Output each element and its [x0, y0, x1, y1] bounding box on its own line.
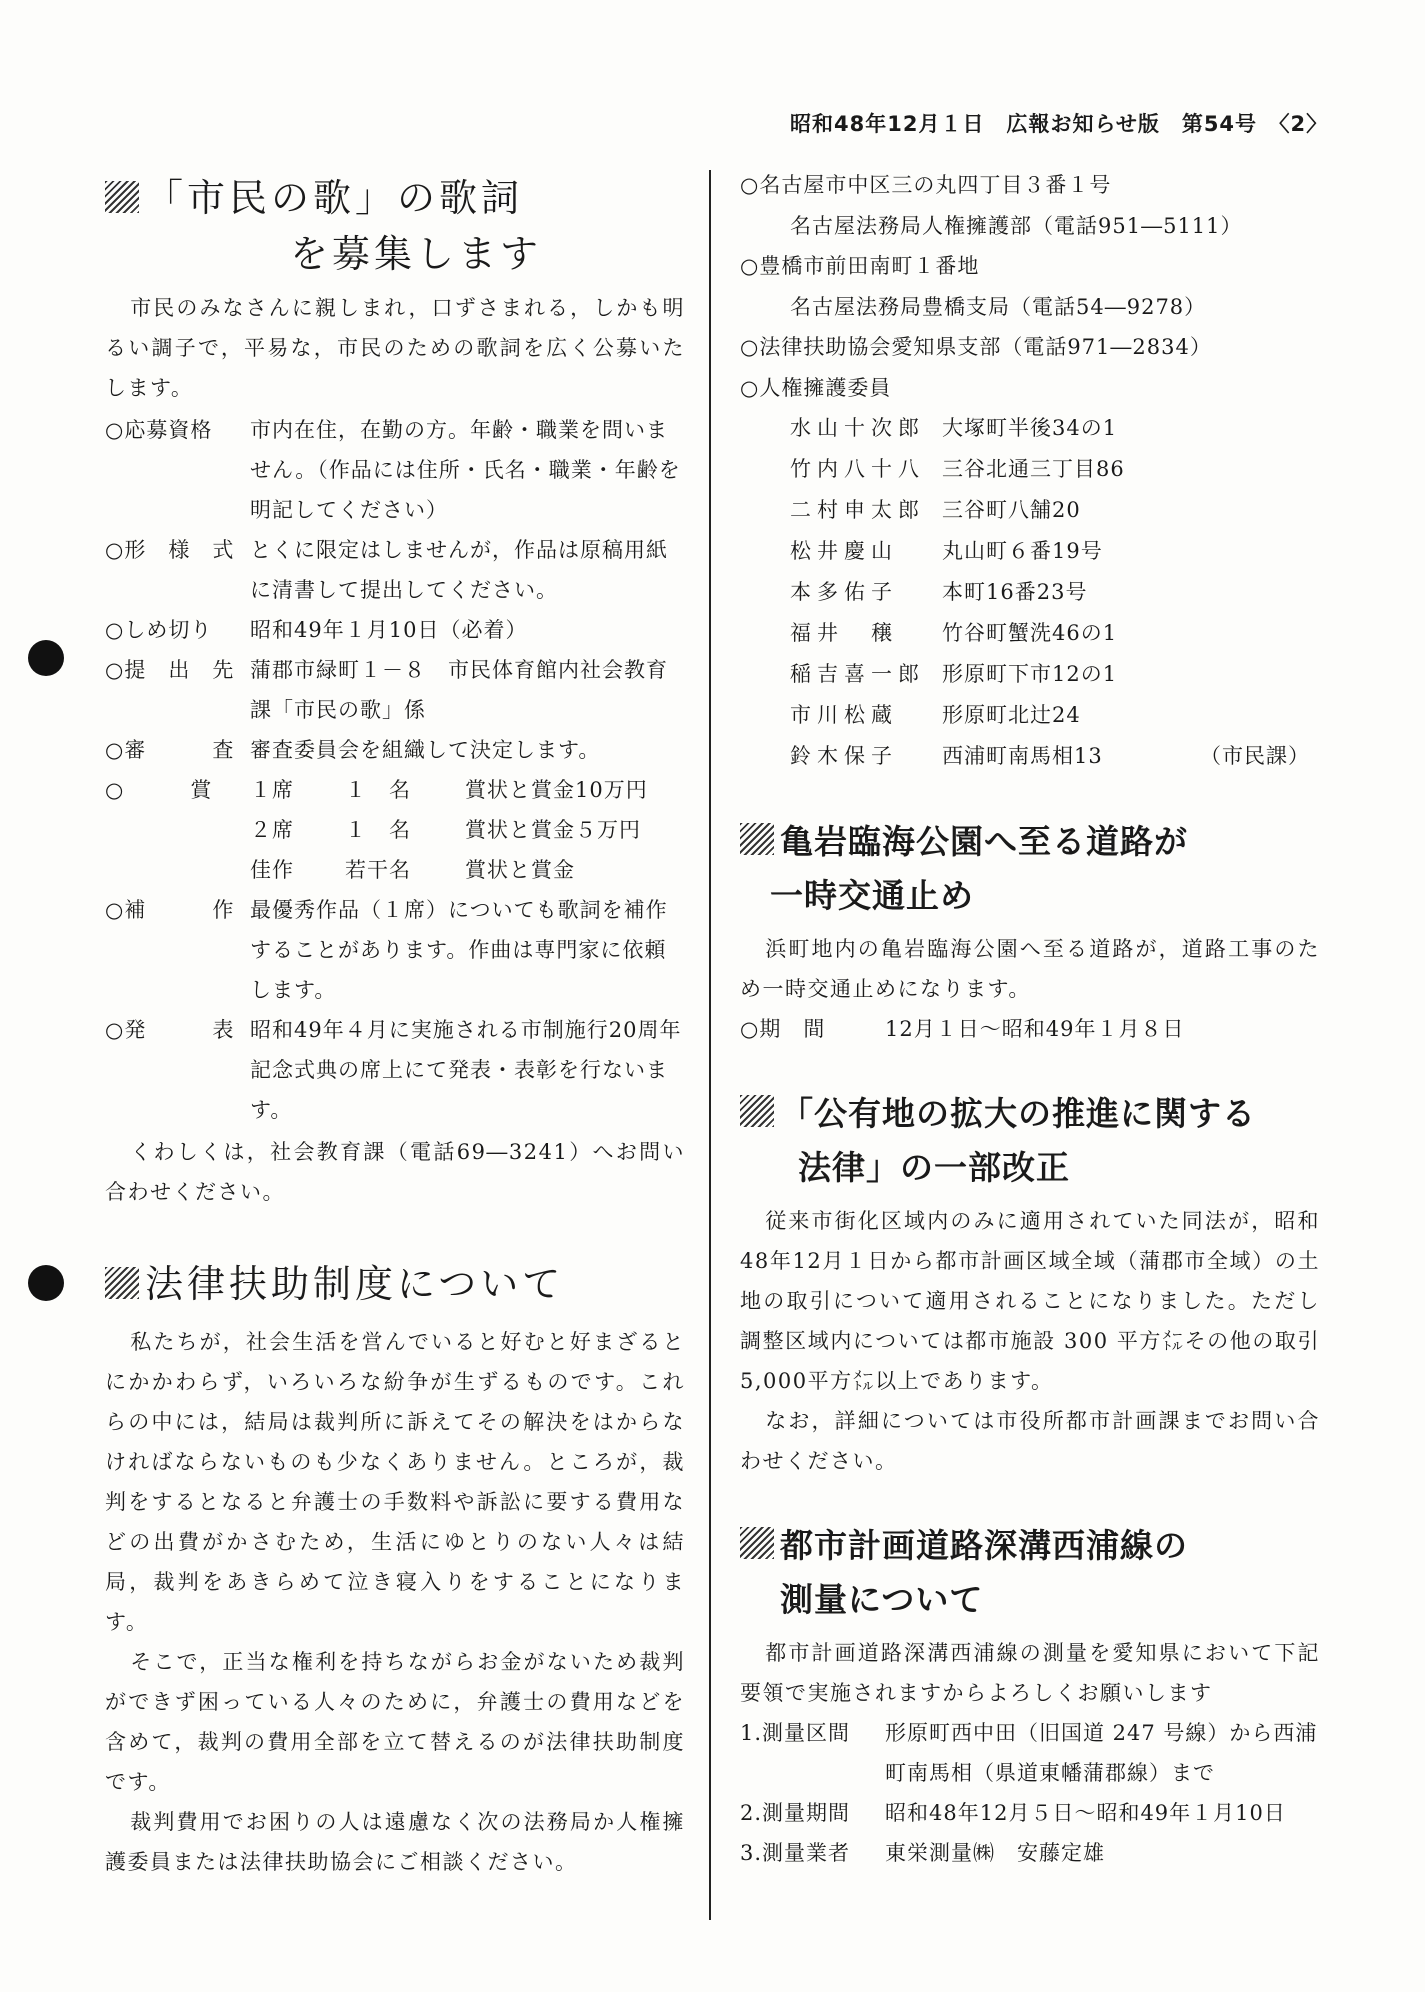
land-law-article [740, 1087, 1320, 1481]
member-row: 本多佑子 本町16番23号 [790, 580, 1088, 604]
road-closure-article [740, 815, 1320, 1049]
prize-row: ○ 賞 １席 １ 名 賞状と賞金10万円 ２席 １ 名 賞状と賞金５万円 佳作 若干名 賞状と賞金 [105, 770, 685, 890]
hatch-icon [105, 1267, 139, 1299]
hatch-icon [740, 823, 774, 855]
land-law-title: 「公有地の拡大の推進に関する 法律」の一部改正 [740, 1087, 1320, 1195]
legal-para-2: そこで，正当な権利を持ちながらお金がないため裁判ができず困っている人々のために，弁護士の費用などを含めて，裁判の費用全部を立て替えるのが法律扶助制度です。 [105, 1650, 685, 1794]
prize-line: １席 １ 名 賞状と賞金10万円 [250, 778, 648, 802]
land-law-para-1: 従来市街化区域内のみに適用されていた同法が，昭和48年12月１日から都市計画区域全域（蒲郡市全域）の土地の取引について適用されることになりました。ただし調整区域内については都市施設 300 平方㍍その他の取引5,000平方㍍以上であります。 [740, 1209, 1320, 1393]
right-column [740, 165, 1320, 1873]
member-row: 二村申太郎 三谷町八舗20 [790, 498, 1081, 522]
item-row: ○提 出 先 蒲郡市緑町１－８ 市民体育館内社会教育課「市民の歌」係 [105, 658, 668, 722]
legal-aid-article [105, 1256, 685, 1882]
member-row: 竹内八十八 三谷北通三丁目86 [790, 457, 1125, 481]
column-divider [709, 170, 711, 1920]
member-row: 市川松蔵 形原町北辻24 [790, 703, 1081, 727]
survey-article [740, 1519, 1320, 1873]
song-contact: くわしくは，社会教育課（電話69―3241）へお問い合わせください。 [105, 1140, 685, 1204]
punch-hole-top [28, 640, 64, 676]
song-title: 「市民の歌」の歌詞 を募集します [105, 170, 685, 282]
prize-line: 佳作 若干名 賞状と賞金 [250, 858, 575, 882]
prize-line: ２席 １ 名 賞状と賞金５万円 [250, 818, 641, 842]
page-header: 昭和48年12月１日 広報お知らせ版 第54号 〈2〉 [790, 112, 1329, 136]
land-law-para-2: なお，詳細については市役所都市計画課までお問い合わせください。 [740, 1409, 1320, 1473]
road-title: 亀岩臨海公園へ至る道路が 一時交通止め [740, 815, 1320, 923]
punch-hole-bottom [28, 1265, 64, 1301]
left-column [105, 170, 685, 1882]
member-row: 福井 穣 竹谷町蟹洗46の1 [790, 621, 1118, 645]
survey-item: 3.測量業者 東栄測量㈱ 安藤定雄 [740, 1841, 1105, 1865]
office-list: ○名古屋市中区三の丸四丁目３番１号 名古屋法務局人権擁護部（電話951―5111） ○豊橋市前田南町１番地 名古屋法務局豊橋支局（電話54―9278） ○法律扶助協会愛知県支部（電話971―2834） ○人権擁護委員 [740, 173, 1243, 400]
legal-para-3: 裁判費用でお困りの人は遠慮なく次の法務局か人権擁護委員または法律扶助協会にご相談ください。 [105, 1810, 685, 1874]
legal-title: 法律扶助制度について [105, 1256, 685, 1312]
member-row: 松井慶山 丸山町６番19号 [790, 539, 1103, 563]
survey-intro: 都市計画道路深溝西浦線の測量を愛知県において下記要領で実施されますからよろしくお願いします [740, 1641, 1320, 1705]
hatch-icon [105, 181, 139, 213]
legal-para-1: 私たちが，社会生活を営んでいると好むと好まざるとにかかわらず，いろいろな紛争が生ずるものです。これらの中には，結局は裁判所に訴えてその解決をはからなければならないものも少なくありません。ところが，裁判をするとなると弁護士の手数料や訴訟に要する費用などの出費がかさむため，生活にゆとりのない人々は結局，裁判をあきらめて泣き寝入りをすることになります。 [105, 1330, 685, 1634]
survey-title: 都市計画道路深溝西浦線の 測量について [740, 1519, 1320, 1627]
road-period: ○期 間 12月１日～昭和49年１月８日 [740, 1017, 1185, 1041]
item-row: ○審 査 審査委員会を組織して決定します。 [105, 738, 601, 762]
member-list [740, 408, 1320, 777]
hatch-icon [740, 1527, 774, 1559]
item-row: ○しめ切り 昭和49年１月10日（必着） [105, 618, 528, 642]
hatch-icon [740, 1095, 774, 1127]
road-text: 浜町地内の亀岩臨海公園へ至る道路が，道路工事のため一時交通止めになります。 [740, 937, 1320, 1001]
item-row: ○発 表 昭和49年４月に実施される市制施行20周年記念式典の席上にて発表・表彰を行ないます。 [105, 1018, 682, 1122]
item-row: ○補 作 最優秀作品（１席）についても歌詞を補作することがあります。作曲は専門家に依頼します。 [105, 898, 668, 1002]
member-row: 水山十次郎 大塚町半後34の1 [790, 416, 1118, 440]
member-row: 鈴木保子 西浦町南馬相13 （市民課） [790, 744, 1310, 768]
survey-item: 2.測量期間 昭和48年12月５日～昭和49年１月10日 [740, 1801, 1286, 1825]
member-row: 稲吉喜一郎 形原町下市12の1 [790, 662, 1118, 686]
song-article [105, 170, 685, 1212]
song-intro: 市民のみなさんに親しまれ，口ずさまれる，しかも明るい調子で，平易な，市民のための歌詞を広く公募いたします。 [105, 296, 685, 400]
survey-item: 1.測量区間 形原町西中田（旧国道 247 号線）から西浦町南馬相（県道東幡蒲郡線）まで [740, 1721, 1318, 1785]
item-row: ○形 様 式 とくに限定はしませんが，作品は原稿用紙に清書して提出してください。 [105, 538, 668, 602]
item-row: ○応募資格 市内在住，在勤の方。年齢・職業を問いません。（作品には住所・氏名・職業・年齢を明記してください） [105, 418, 681, 522]
